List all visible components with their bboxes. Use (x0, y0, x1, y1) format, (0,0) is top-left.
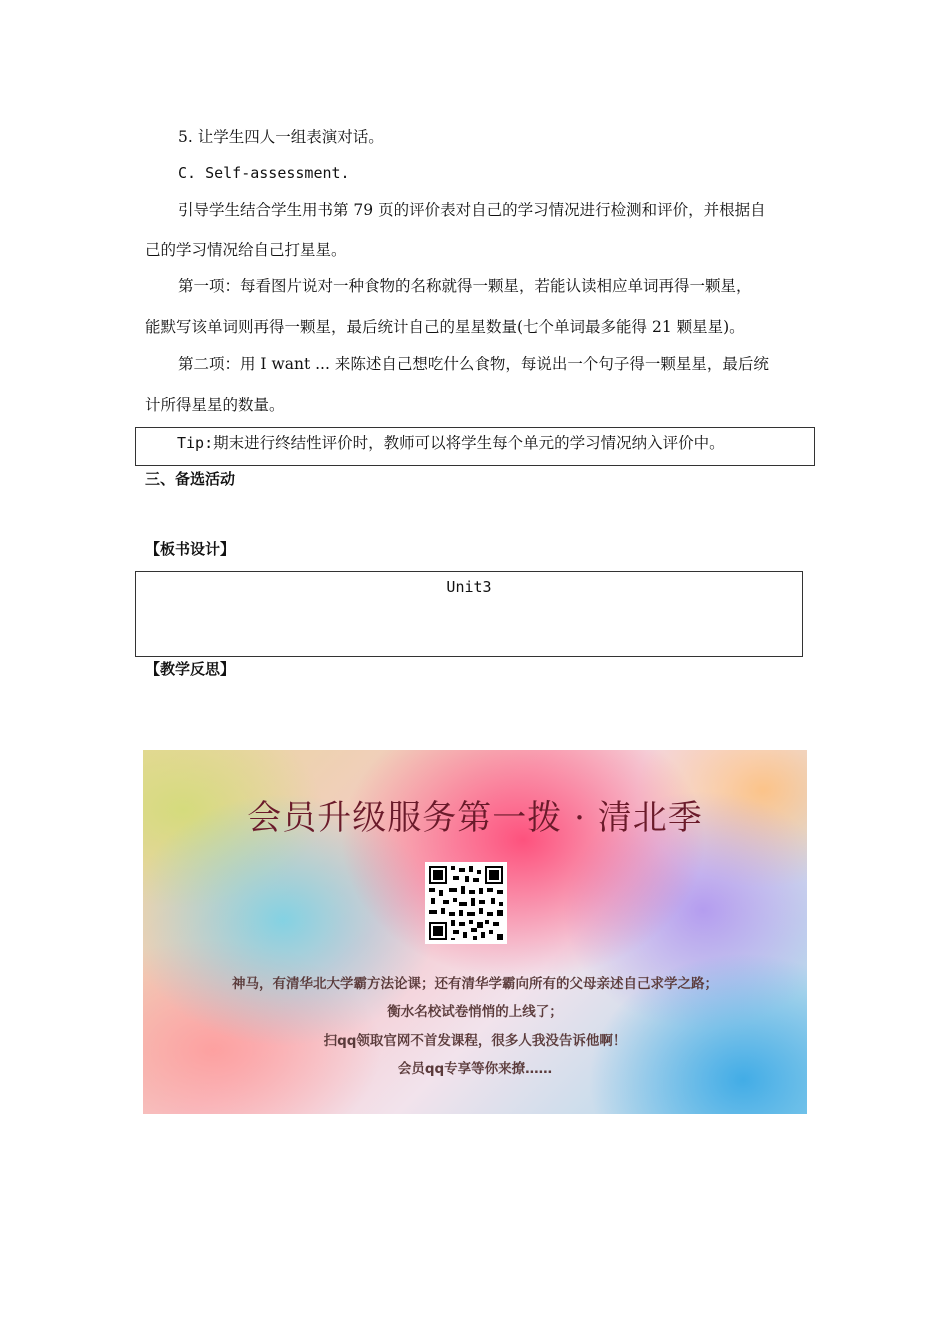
step-5-text: 5. 让学生四人一组表演对话。 (178, 128, 384, 146)
reflection-heading: 【教学反思】 (145, 660, 236, 678)
tip-box (135, 427, 815, 466)
paragraph-line: 计所得星星的数量。 (145, 396, 285, 414)
banner-line: 扫qq领取官网不首发课程，很多人我没告诉他啊！ (323, 1033, 627, 1049)
section-c-heading: C. Self-assessment. (178, 164, 350, 182)
paragraph-line: 能默写该单词则再得一颗星，最后统计自己的星星数量(七个单词最多能得 21 颗星星)。 (145, 318, 745, 336)
board-design-box (135, 571, 803, 657)
qr-code-icon (425, 862, 507, 944)
banner-title: 会员升级服务第一拨 · 清北季 (247, 798, 703, 838)
tip-text (177, 433, 725, 453)
board-title: Unit3 (446, 578, 492, 596)
paragraph-line: 第二项：用 I want ... 来陈述自己想吃什么食物，每说出一个句子得一颗星星，最后统 (178, 355, 769, 373)
banner-line: 会员qq专享等你来撩…… (397, 1061, 553, 1077)
paragraph-line: 己的学习情况给自己打星星。 (145, 241, 347, 259)
banner-line: 衡水名校试卷悄悄的上线了； (387, 1004, 563, 1020)
tip-body: 期末进行终结性评价时，教师可以将学生每个单元的学习情况纳入评价中。 (213, 434, 725, 452)
promo-banner (143, 750, 807, 1114)
board-design-heading: 【板书设计】 (145, 540, 236, 558)
banner-line: 神马，有清华北大学霸方法论课；还有清华学霸向所有的父母亲述自己求学之路； (232, 976, 718, 992)
optional-activities-heading: 三、备选活动 (145, 470, 236, 488)
paragraph-line: 第一项：每看图片说对一种食物的名称就得一颗星，若能认读相应单词再得一颗星， (178, 277, 752, 295)
tip-label: Tip: (177, 434, 214, 452)
paragraph-line: 引导学生结合学生用书第 79 页的评价表对自己的学习情况进行检测和评价，并根据自 (178, 201, 766, 219)
